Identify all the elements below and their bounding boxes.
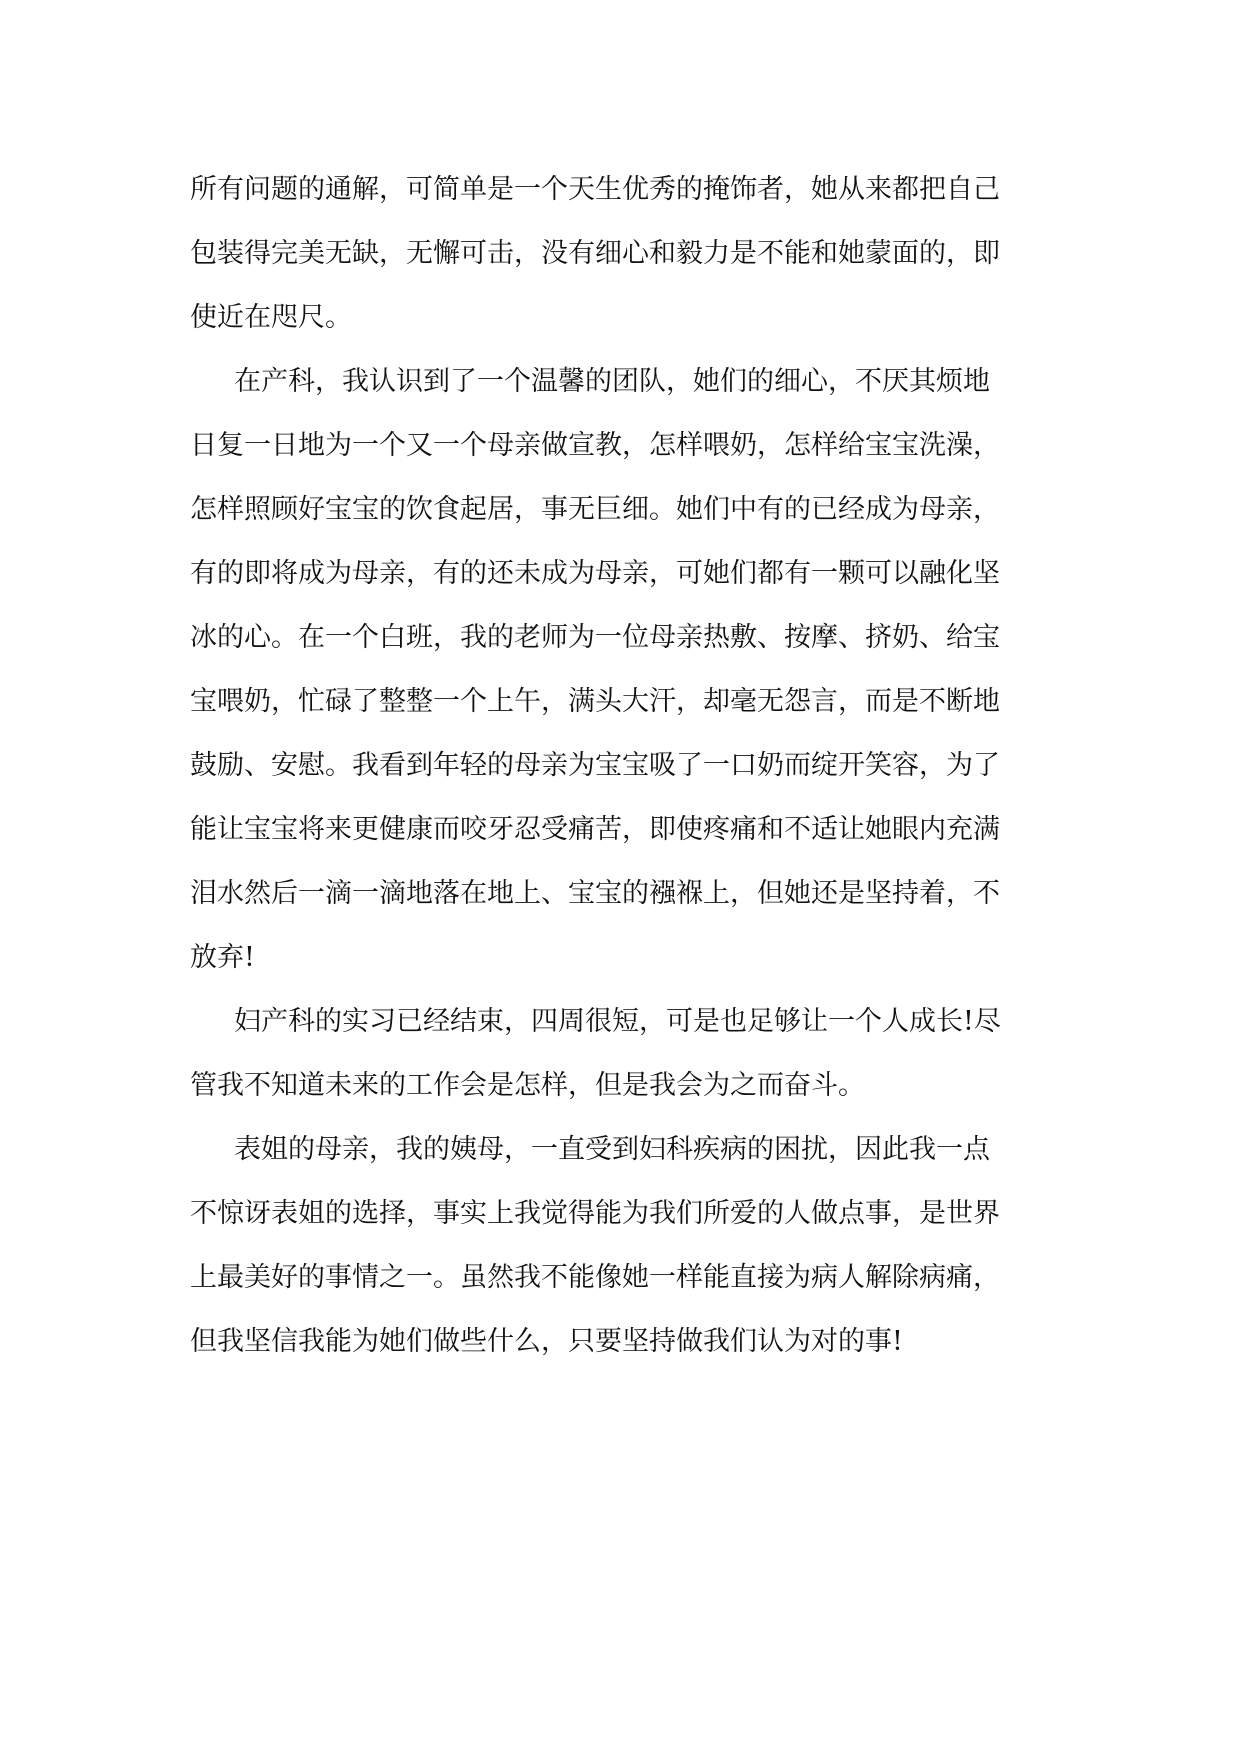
text-line: 日复一日地为一个又一个母亲做宣教，怎样喂奶，怎样给宝宝洗澡， [190, 430, 1000, 461]
text-line: 使近在咫尺。 [190, 302, 352, 333]
text-line: 冰的心。在一个白班，我的老师为一位母亲热敷、按摩、挤奶、给宝 [190, 622, 1000, 653]
text-line: 鼓励、安慰。我看到年轻的母亲为宝宝吸了一口奶而绽开笑容，为了 [190, 750, 1000, 781]
text-line: 表姐的母亲，我的姨母，一直受到妇科疾病的困扰，因此我一点 [234, 1134, 990, 1165]
text-line: 怎样照顾好宝宝的饮食起居，事无巨细。她们中有的已经成为母亲， [190, 494, 1000, 525]
text-line: 包装得完美无缺，无懈可击，没有细心和毅力是不能和她蒙面的，即 [190, 238, 1000, 269]
text-line: 所有问题的通解，可简单是一个天生优秀的掩饰者，她从来都把自己 [190, 174, 1000, 205]
paragraph-3 [190, 990, 1062, 1118]
text-line: 上最美好的事情之一。虽然我不能像她一样能直接为病人解除病痛， [190, 1262, 1000, 1293]
document-body [190, 158, 1062, 1374]
paragraph-1 [190, 158, 1062, 350]
text-line: 宝喂奶，忙碌了整整一个上午，满头大汗，却毫无怨言，而是不断地 [190, 686, 1000, 717]
text-line: 但我坚信我能为她们做些什么，只要坚持做我们认为对的事! [190, 1326, 903, 1357]
paragraph-4 [190, 1118, 1062, 1374]
text-line: 泪水然后一滴一滴地落在地上、宝宝的襁褓上，但她还是坚持着，不 [190, 878, 1000, 909]
text-line: 能让宝宝将来更健康而咬牙忍受痛苦，即使疼痛和不适让她眼内充满 [190, 814, 1000, 845]
text-line: 在产科，我认识到了一个温馨的团队，她们的细心，不厌其烦地 [234, 366, 990, 397]
text-line: 妇产科的实习已经结束，四周很短，可是也足够让一个人成长!尽 [234, 1006, 1001, 1037]
text-line: 不惊讶表姐的选择，事实上我觉得能为我们所爱的人做点事，是世界 [190, 1198, 1000, 1229]
text-line: 放弃! [190, 942, 255, 973]
text-line: 有的即将成为母亲，有的还未成为母亲，可她们都有一颗可以融化坚 [190, 558, 1000, 589]
text-line: 管我不知道未来的工作会是怎样，但是我会为之而奋斗。 [190, 1070, 865, 1101]
paragraph-2 [190, 350, 1062, 990]
